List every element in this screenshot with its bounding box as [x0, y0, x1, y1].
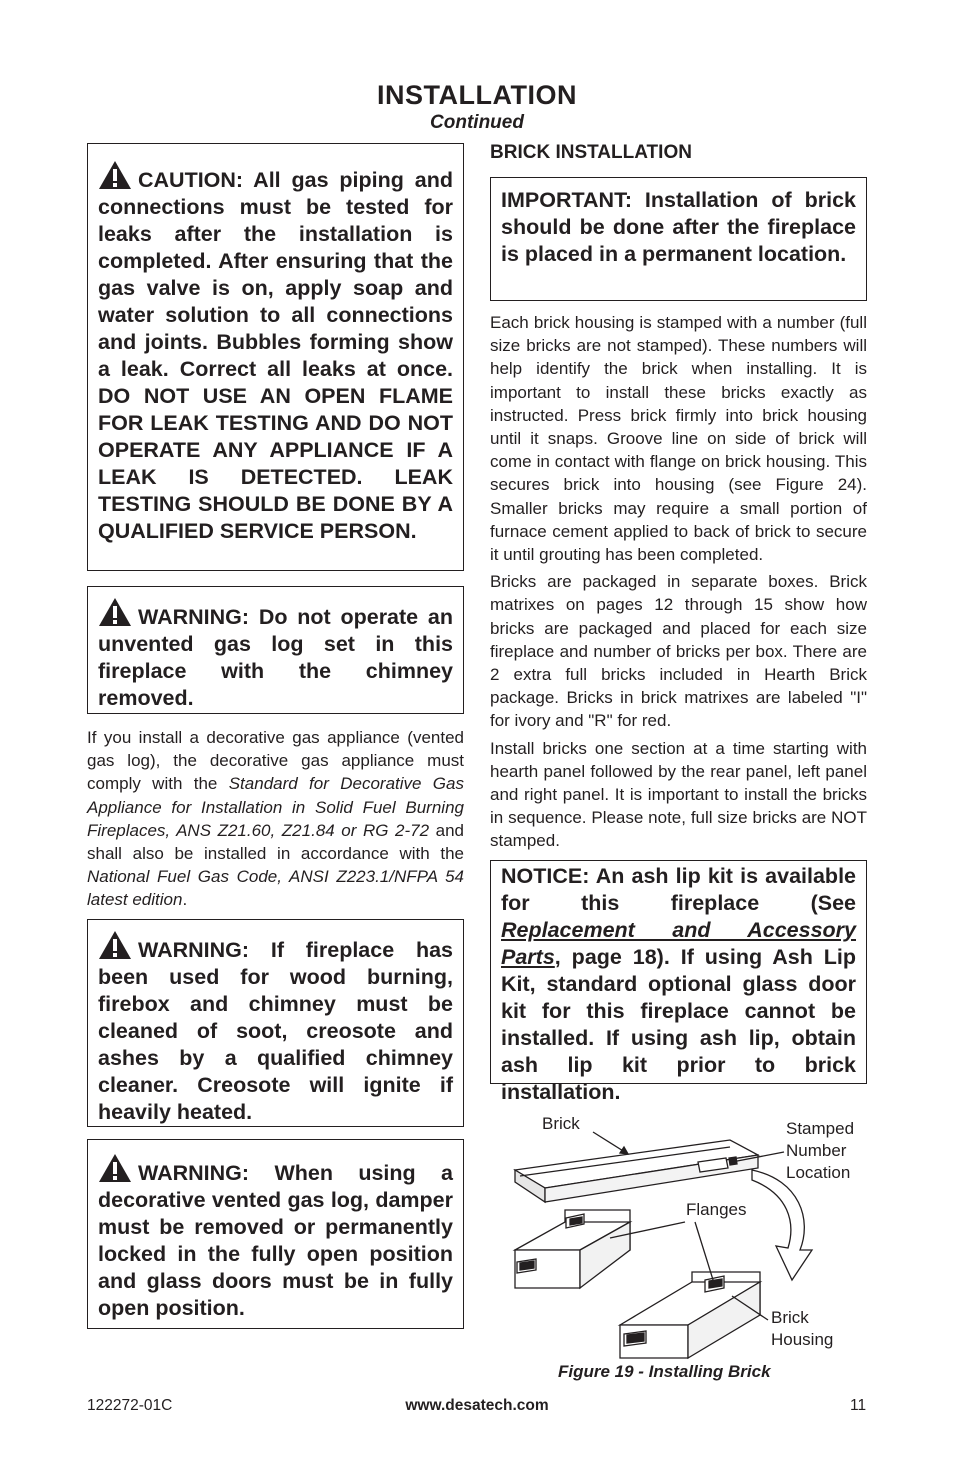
- paragraph-packaging: Bricks are packaged in separate boxes. Brick matrixes on pages 12 through 15 show how bricks are packaged and placed for each size fireplace and number of bricks per box. There are 2 extra full bricks included in Hearth Brick package. Bricks in brick matrixes are labeled "I" for ivory and "R" for red.: [490, 572, 867, 731]
- brick-housing-drawing-2: [620, 1272, 760, 1358]
- brick-drawing: [515, 1140, 758, 1202]
- figure-label-flanges: Flanges: [686, 1200, 747, 1219]
- important-text: IMPORTANT: Installation of brick should be done after the fireplace is placed in a permanent location.: [501, 188, 856, 266]
- replacement-parts-link[interactable]: Replacement and Accessory Parts: [501, 918, 856, 969]
- warning-text: WARNING: Do not operate an unvented gas log set in this fireplace with the chimney removed.: [98, 605, 453, 710]
- standard-reference: Standard for Decorative Gas Appliance for Installation in Solid Fuel Burning Fireplaces, ANS Z21.60, Z21.84 or RG 2-72: [87, 774, 464, 840]
- warning-triangle-icon: [98, 597, 132, 627]
- important-box: [490, 177, 867, 301]
- warning-triangle-icon: [98, 160, 132, 190]
- code-reference: National Fuel Gas Code, ANSI Z223.1/NFPA 54 latest edition: [87, 867, 464, 910]
- warning-triangle-icon: [98, 930, 132, 960]
- warning-triangle-icon: [98, 1153, 132, 1183]
- warning-text: WARNING: If fireplace has been used for wood burning, firebox and chimney must be cleaned of soot, creosote and ashes by a qualified chimney cleaner. Creosote will ignite if heavily heated.: [98, 938, 453, 1124]
- footer-page-number: 11: [850, 1397, 867, 1414]
- warning-text: WARNING: When using a decorative vented gas log, damper must be removed or permanently locked in the fully open position and glass doors must be in fully open position.: [98, 1161, 453, 1320]
- brick-housing-drawing-1: [515, 1210, 630, 1288]
- section-title-brick-installation: BRICK INSTALLATION: [490, 142, 692, 163]
- warning-box-wood-burning: [87, 919, 464, 1127]
- warning-box-damper: [87, 1139, 464, 1329]
- curved-arrow: [752, 1170, 812, 1280]
- brick-instructions: [490, 311, 867, 857]
- paragraph-stamping: Each brick housing is stamped with a number (full size bricks are not stamped). These numbers will help identify the brick when installing. It is important to install these bricks exactly as instructed. Press brick firmly into brick housing until it snaps. Groove line on side of brick will come in contact with flange on brick housing. This secures brick into housing (see Figure 24). Smaller bricks may require a small portion of furnace cement applied to back of brick to secure it until grouting has been completed.: [490, 313, 867, 565]
- figure-label-stamped-number: Stamped Number Location: [786, 1119, 855, 1182]
- page-subtitle: Continued: [430, 112, 524, 133]
- page-title: INSTALLATION: [377, 80, 577, 110]
- warning-box-chimney-removed: [87, 586, 464, 714]
- figure-label-brick-housing: Brick Housing: [771, 1308, 834, 1349]
- notice-box: NOTICE: An ash lip kit is available for this fireplace (See Replacement and Accessory Parts, page 18). If using Ash Lip Kit, standard optional glass door kit for this fireplace cannot be installed. If using ash lip, obtain ash lip kit prior to brick installation.: [490, 860, 867, 1084]
- figure-label-brick: Brick: [542, 1114, 580, 1133]
- figure-caption: Figure 19 - Installing Brick: [558, 1362, 771, 1381]
- paragraph-sequence: Install bricks one section at a time starting with hearth panel followed by the rear panel, left panel and right panel. It is important to install the bricks in sequence. Please note, full size bricks are NOT stamped.: [490, 738, 867, 851]
- vented-gas-log-paragraph: If you install a decorative gas appliance (vented gas log), the decorative gas appliance must comply with the Standard for Decorative Gas Appliance for Installation in Solid Fuel Burning Fireplaces, ANS Z21.60, Z21.84 or RG 2-72 and shall also be installed in accordance with the National Fuel Gas Code, ANSI Z223.1/NFPA 54 latest edition.: [87, 728, 464, 910]
- caution-box: [87, 143, 464, 571]
- caution-text: CAUTION: All gas piping and connections must be tested for leaks after the installation is completed. After ensuring that the gas valve is on, apply soap and water solution to all connections and joints. Bubbles forming show a leak. Correct all leaks at once. DO NOT USE AN OPEN FLAME FOR LEAK TESTING AND DO NOT OPERATE ANY APPLIANCE IF A LEAK IS DETECTED. LEAK TESTING SHOULD BE DONE BY A QUALIFIED SERVICE PERSON.: [98, 168, 453, 543]
- footer-doc-number: 122272-01C: [87, 1397, 173, 1414]
- footer-website[interactable]: www.desatech.com: [405, 1397, 549, 1414]
